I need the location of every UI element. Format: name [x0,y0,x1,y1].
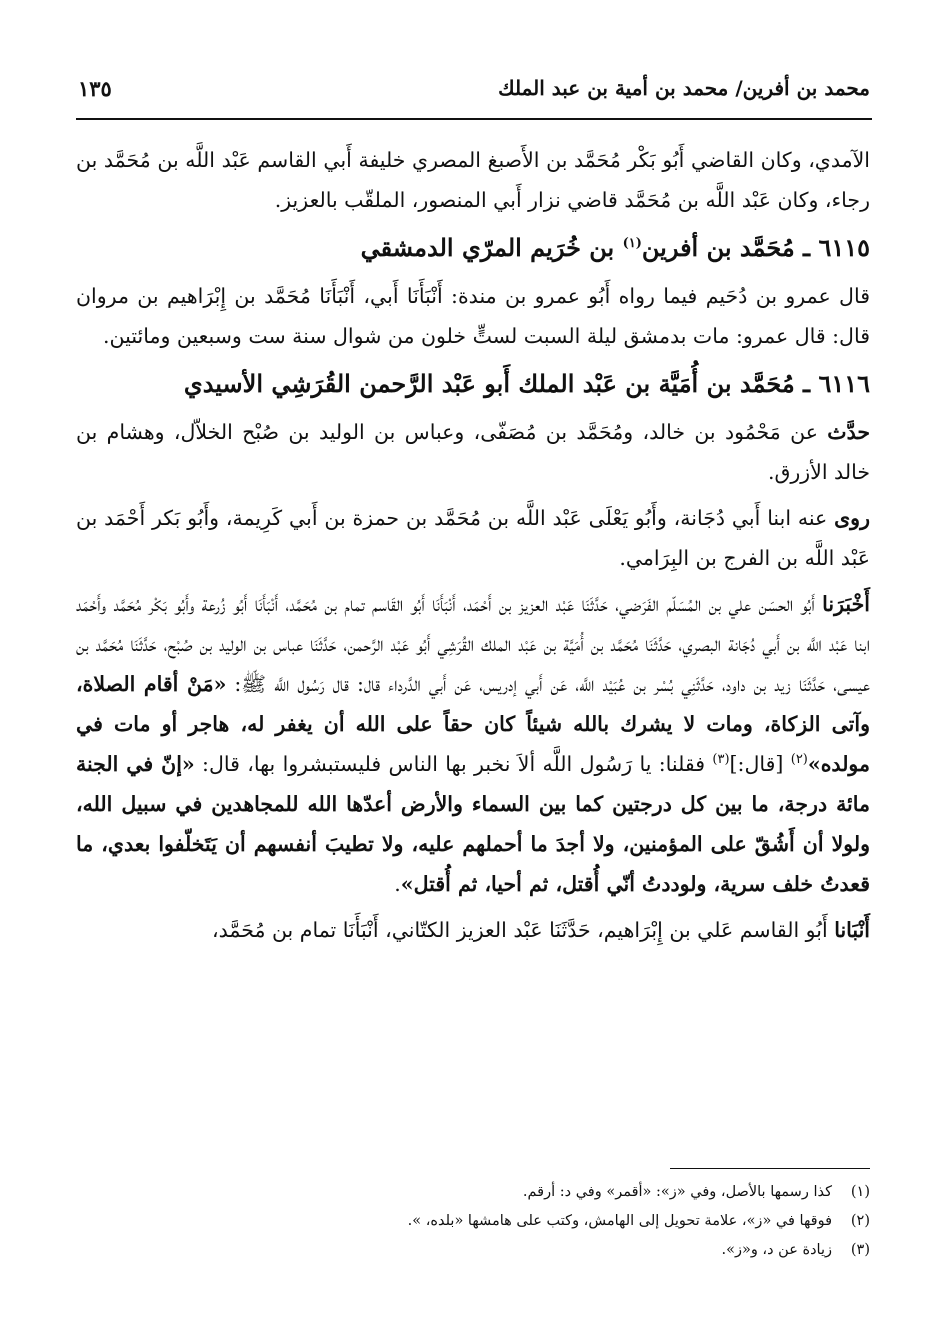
narration-text: فقلنا: يا رَسُول اللَّه ألاَ نخبر بها الناس فليستبشروا بها، قال: [194,752,713,776]
footnote-ref-2[interactable]: (٢) [790,752,808,768]
paragraph-5-end: . [394,872,401,896]
footnote-ref-1[interactable]: (١) [622,236,642,251]
paragraph-5 [76,584,870,904]
footnote-ref-3[interactable]: (٣) [712,752,730,768]
footnote-number: (٢) [850,1213,870,1229]
isnad-text: أَبُو الحسَن علي بن المُسَلّم الفَرَضي، حَدَّثَنَا عَبْد العزيز بن أَحْمَد، أَنْبَأَنَا أَبُو القَاسم تمام بن مُحَمَّد، أَنْبَأَنَا أَبُو زُرعة وأَبُو بَكْر مُحَمَّد وأَحْمَد ابنا عَبْد اللَّه بن أَبي دُجَانة البصري، حَدَّثَنَا مُحَمَّد بن أُمَيَّة بن عَبْد الملك القُرَشِي أَبُو عَبْد الرَّحمن، حَدَّثَنَا عباس بن الوليد بن صُبْح، حَدَّثَنَا مُحَمَّد بن عيسى، حَدَّثَنَا زيد بن داود، حَدَّثَنِي بُسْر بن عُبَيْد اللَّه، عَن أَبي إدريس، عَن أَبي الدَّرداء قال: قال رَسُول اللَّه ﷺ: [76,592,870,696]
paragraph-6-lead: أَنْبَانا [834,918,870,942]
bracket-addition: [قال:] [729,752,791,776]
footnote-text: كذا رسمها بالأصل، وفي «ز»: «أقمر» وفي د: أرقم. [522,1184,832,1200]
paragraph-4-lead: روى [834,506,870,530]
footnote-number: (١) [850,1184,870,1200]
paragraph-6 [76,910,870,950]
paragraph-4-text: عنه ابنا أَبي دُجَانة، وأَبُو يَعْلَى عَبْد اللَّه بن مُحَمَّد بن حمزة بن أَبي كَرِيمة، وأَبُو بَكر أَحْمَد بن عَبْد اللَّه بن الفرج بن البِرَامي. [76,506,870,570]
hadith-text-2: «إنّ في الجنة مائة درجة، ما بين كل درجتين كما بين السماء والأرض أعدّها الله للمجاهدين في سبيل الله، ولولا أن أَشُقّ على المؤمنين، ولا أجدَ ما أحملهم عليه، ولا تطيبَ أنفسهم أن يَتَخلّفوا بعدي، ما قعدتُ خلف سرية، ولوددتُ أنّي أُقتل، ثم أحيا، ثم أُقتل» [76,752,870,896]
footnote-text: فوقها في «ز»، علامة تحويل إلى الهامش، وكتب على هامشها «بلده، ». [407,1213,832,1229]
paragraph-3-text: عن مَحْمُود بن خالد، ومُحَمَّد بن مُصَفّى، وعباس بن الوليد بن صُبْح الخلاّل، وهشام بن خالد الأزرق. [76,420,870,484]
running-title: محمد بن أفرين/ محمد بن أمية بن عبد الملك [498,76,870,100]
footnote-rule [670,1168,870,1169]
footnote-text: زيادة عن د، و«ز». [721,1242,832,1258]
paragraph-4 [76,498,870,578]
entry-heading-6116: ٦١١٦ ـ مُحَمَّد بن أُمَيَّة بن عَبْد الملك أَبو عَبْد الرَّحمن القُرَشِي الأسيدي [183,369,870,398]
header-rule [76,118,872,120]
hadith-text-1: «مَنْ أقام الصلاة، وآتى الزكاة، ومات لا يشرك بالله شيئاً كان حقاً على الله أن يغفر له، هاجر أو مات في مولده» [76,672,871,776]
main-text [76,140,870,950]
paragraph-6-text: أَبُو القاسم عَلي بن إِبْرَاهيم، حَدَّثَنَا عَبْد العزيز الكتّاني، أَنْبَأَنَا تمام بن مُحَمَّد، [211,918,835,942]
paragraph-5-lead: أَخْبَرَنا [822,592,870,616]
footnote-2 [100,1207,870,1236]
entry-heading-6115 [76,220,870,276]
paragraph-2: قال عمرو بن دُحَيم فيما رواه أَبُو عمرو بن مندة: أَنْبَأَنَا أَبي، أَنْبَأَنَا مُحَمَّد بن إِبْرَاهيم بن مروان قال: قال عمرو: مات بدمشق ليلة السبت لستٍّ خلون من شوال سنة ست وسبعين ومائتين. [76,284,870,348]
footnote-1 [100,1178,870,1207]
footnote-3 [100,1236,870,1265]
paragraph-3 [76,412,870,492]
paragraph-3-lead: حدَّث [827,420,870,444]
paragraph-1: الآمدي، وكان القاضي أَبُو بَكْر مُحَمَّد بن الأَصبغ المصري خليفة أَبي القاسم عَبْد اللَّه بن مُحَمَّد بن رجاء، وكان عَبْد اللَّه بن مُحَمَّد قاضي نزار أَبي المنصور، الملقّب بالعزيز. [76,148,870,212]
page-number: ١٣٥ [78,75,112,101]
entry-heading-6115-tail: بن خُرَيم المرّي الدمشقي [360,233,623,262]
footnotes [100,1178,870,1265]
running-header [78,68,870,108]
footnote-number: (٣) [850,1242,870,1258]
entry-heading-6115-title: ٦١١٥ ـ مُحَمَّد بن أفرين [641,233,870,262]
